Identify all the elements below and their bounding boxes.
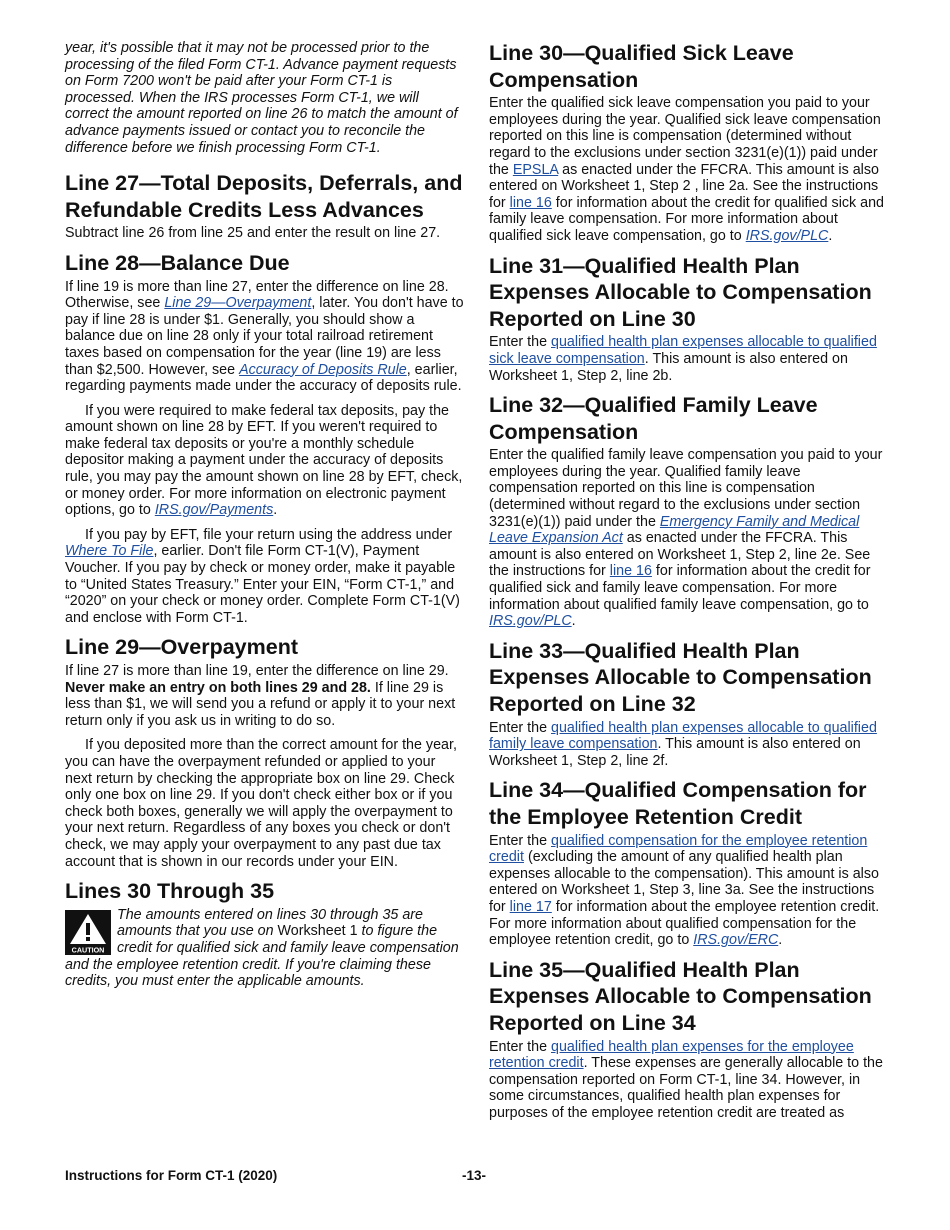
- left-column: [65, 40, 465, 990]
- paragraph-line-31: Enter the qualified health plan expenses allocable to qualified sick leave compensation. This amount is also entered on Worksheet 1, Step 2, line 2b.: [489, 334, 877, 384]
- paragraph-line-28-c: If you pay by EFT, file your return using the address under Where To File, earlier. Don't file Form CT-1(V), Payment Voucher. If you pay by check or money order, make it payable to “United States Treasury.” Enter your EIN, “Form CT-1,” and “2020” on your check or money order. Complete Form CT-1(V) and enclose with Form CT-1.: [65, 526, 460, 626]
- link-irs-payments[interactable]: IRS.gov/Payments: [154, 502, 274, 519]
- link-health-plan-family-leave[interactable]: qualified health plan expenses allocable to qualified family leave compensation: [489, 719, 877, 753]
- paragraph-line-30: Enter the qualified sick leave compensation you paid to your employees during the year. Qualified sick leave compensation reported on this line is compensation (determined without regard to the exclusions under section 3231(e)(1)) paid under the EPSLA as enacted under the FFCRA. This amount is also entered on Worksheet 1, Step 2 , line 2a. See the instructions for line 16 for information about the credit for qualified sick and family leave compensation. For more information about qualified sick leave compensation, go to IRS.gov/PLC.: [489, 95, 884, 244]
- link-line-16[interactable]: line 16: [609, 563, 652, 580]
- intro-paragraph: year, it's possible that it may not be processed prior to the processing of the filed Form CT-1. Advance payment requests on Form 7200 won't be paid after your Form CT-1 is processed. When the IRS processes Form CT-1, we will correct the amount reported on line 26 to match the amount of advance payments issued or contact you to reconcile the difference before we finish processing Form CT-1.: [65, 40, 458, 156]
- paragraph-line-34: Enter the qualified compensation for the employee retention credit (excluding the amount of any qualified health plan expenses allocable to the compensation). This amount is also entered on Worksheet 1, Step 3, line 3a. See the instructions for line 17 for information about the employee retention credit. For more information about qualified compensation for the employee retention credit, go to IRS.gov/ERC.: [489, 832, 880, 949]
- caution-text: The amounts entered on lines 30 through 35 are amounts that you use on Worksheet 1 to figure the credit for qualified sick and family leave compensation and the employee retention credit. If you're claiming these credits, you must enter the applicable amounts.: [65, 906, 459, 990]
- link-irs-erc[interactable]: IRS.gov/ERC: [693, 932, 779, 949]
- link-health-plan-erc[interactable]: qualified health plan expenses for the employee retention credit: [489, 1038, 854, 1072]
- heading-line-28: Line 28—Balance Due: [65, 250, 290, 275]
- paragraph-line-28-b: If you were required to make federal tax deposits, pay the amount shown on line 28 by EFT. If you weren't required to make federal tax deposits or you're a monthly schedule depositor making a payment under the accuracy of deposits rule, you may pay the amount shown on line 28 by EFT, check, or money order. For more information on electronic payment options, go to IRS.gov/Payments.: [65, 402, 463, 519]
- paragraph-line-33: Enter the qualified health plan expenses allocable to qualified family leave compensation. This amount is also entered on Worksheet 1, Step 2, line 2f.: [489, 719, 877, 769]
- heading-line-27: Line 27—Total Deposits, Deferrals, and Refundable Credits Less Advances: [65, 171, 463, 222]
- heading-lines-30-through-35: Lines 30 Through 35: [65, 879, 275, 904]
- paragraph-line-27: Subtract line 26 from line 25 and enter the result on line 27.: [65, 225, 441, 242]
- link-efmlea[interactable]: Emergency Family and Medical Leave Expansion Act: [489, 513, 860, 547]
- link-irs-plc[interactable]: IRS.gov/PLC: [489, 613, 572, 630]
- heading-line-32: Line 32—Qualified Family Leave Compensation: [489, 393, 818, 444]
- paragraph-line-29-a: If line 27 is more than line 19, enter the difference on line 29. Never make an entry on both lines 29 and 28. If line 29 is less than $1, we will send you a refund or apply it to your next return only if you ask us in writing to do so.: [65, 663, 456, 729]
- link-health-plan-sick-leave[interactable]: qualified health plan expenses allocable to qualified sick leave compensation: [489, 334, 877, 367]
- page-number: -13-: [462, 1168, 487, 1183]
- heading-line-30: Line 30—Qualified Sick Leave Compensation: [489, 41, 794, 92]
- link-line-16[interactable]: line 16: [509, 194, 552, 211]
- heading-line-34: Line 34—Qualified Compensation for the Employee Retention Credit: [489, 778, 867, 829]
- footer-title: Instructions for Form CT-1 (2020): [65, 1168, 278, 1183]
- paragraph-line-28-a: If line 19 is more than line 27, enter the difference on line 28. Otherwise, see Line 29—Overpayment, later. You don't have to pay if line 28 is under $1. Generally, you should show a balance due on line 28 only if your total railroad retirement taxes based on compensation for the year (line 19) are less than $2,500. However, see Accuracy of Deposits Rule, earlier, regarding payments made under the accuracy of deposits rule.: [65, 278, 464, 395]
- heading-line-33: Line 33—Qualified Health Plan Expenses Allocable to Compensation Reported on Line 32: [489, 638, 872, 716]
- link-where-to-file[interactable]: Where To File: [65, 543, 154, 560]
- heading-line-29: Line 29—Overpayment: [65, 635, 299, 660]
- caution-label: CAUTION: [71, 945, 105, 955]
- caution-icon: [65, 910, 111, 955]
- right-column: [489, 40, 889, 1121]
- heading-line-31: Line 31—Qualified Health Plan Expenses Allocable to Compensation Reported on Line 30: [489, 253, 872, 331]
- link-epsla[interactable]: EPSLA: [512, 161, 559, 178]
- link-line-17[interactable]: line 17: [509, 898, 552, 915]
- paragraph-line-32: Enter the qualified family leave compensation you paid to your employees during the year. Qualified family leave compensation reported on this line is compensation (determined without regard to the exclusions under section 3231(e)(1)) paid under the Emergency Family and Medical Leave Expansion Act as enacted under the FFCRA. This amount is also entered on Worksheet 1, Step 2, line 2e. See the instructions for line 16 for information about the credit for qualified sick and family leave compensation. For more information about qualified family leave compensation, go to IRS.gov/PLC.: [489, 447, 883, 630]
- link-line-29-overpayment[interactable]: Line 29—Overpayment: [164, 295, 312, 312]
- paragraph-line-29-b: If you deposited more than the correct amount for the year, you can have the overpayment refunded or applied to your next return by checking the appropriate box on line 29. Check only one box on line 29. If you don't check either box or if you check both boxes, generally we will apply the overpayment to your next return. Regardless of any boxes you check or don't check, we may apply your overpayment to any past due tax account that is shown in our records under your EIN.: [65, 737, 457, 870]
- paragraph-line-35: Enter the qualified health plan expenses for the employee retention credit. These expenses are generally allocable to the compensation reported on Form CT-1, line 34. However, in some circumstances, qualified health plan expenses for purposes of the employee retention credit are treated as: [489, 1038, 883, 1121]
- heading-line-35: Line 35—Qualified Health Plan Expenses Allocable to Compensation Reported on Line 34: [489, 957, 872, 1035]
- link-qualified-compensation-erc[interactable]: qualified compensation for the employee retention credit: [489, 832, 868, 866]
- caution-note: [65, 907, 465, 990]
- link-accuracy-of-deposits-rule[interactable]: Accuracy of Deposits Rule: [239, 361, 407, 378]
- link-irs-plc[interactable]: IRS.gov/PLC: [745, 227, 829, 244]
